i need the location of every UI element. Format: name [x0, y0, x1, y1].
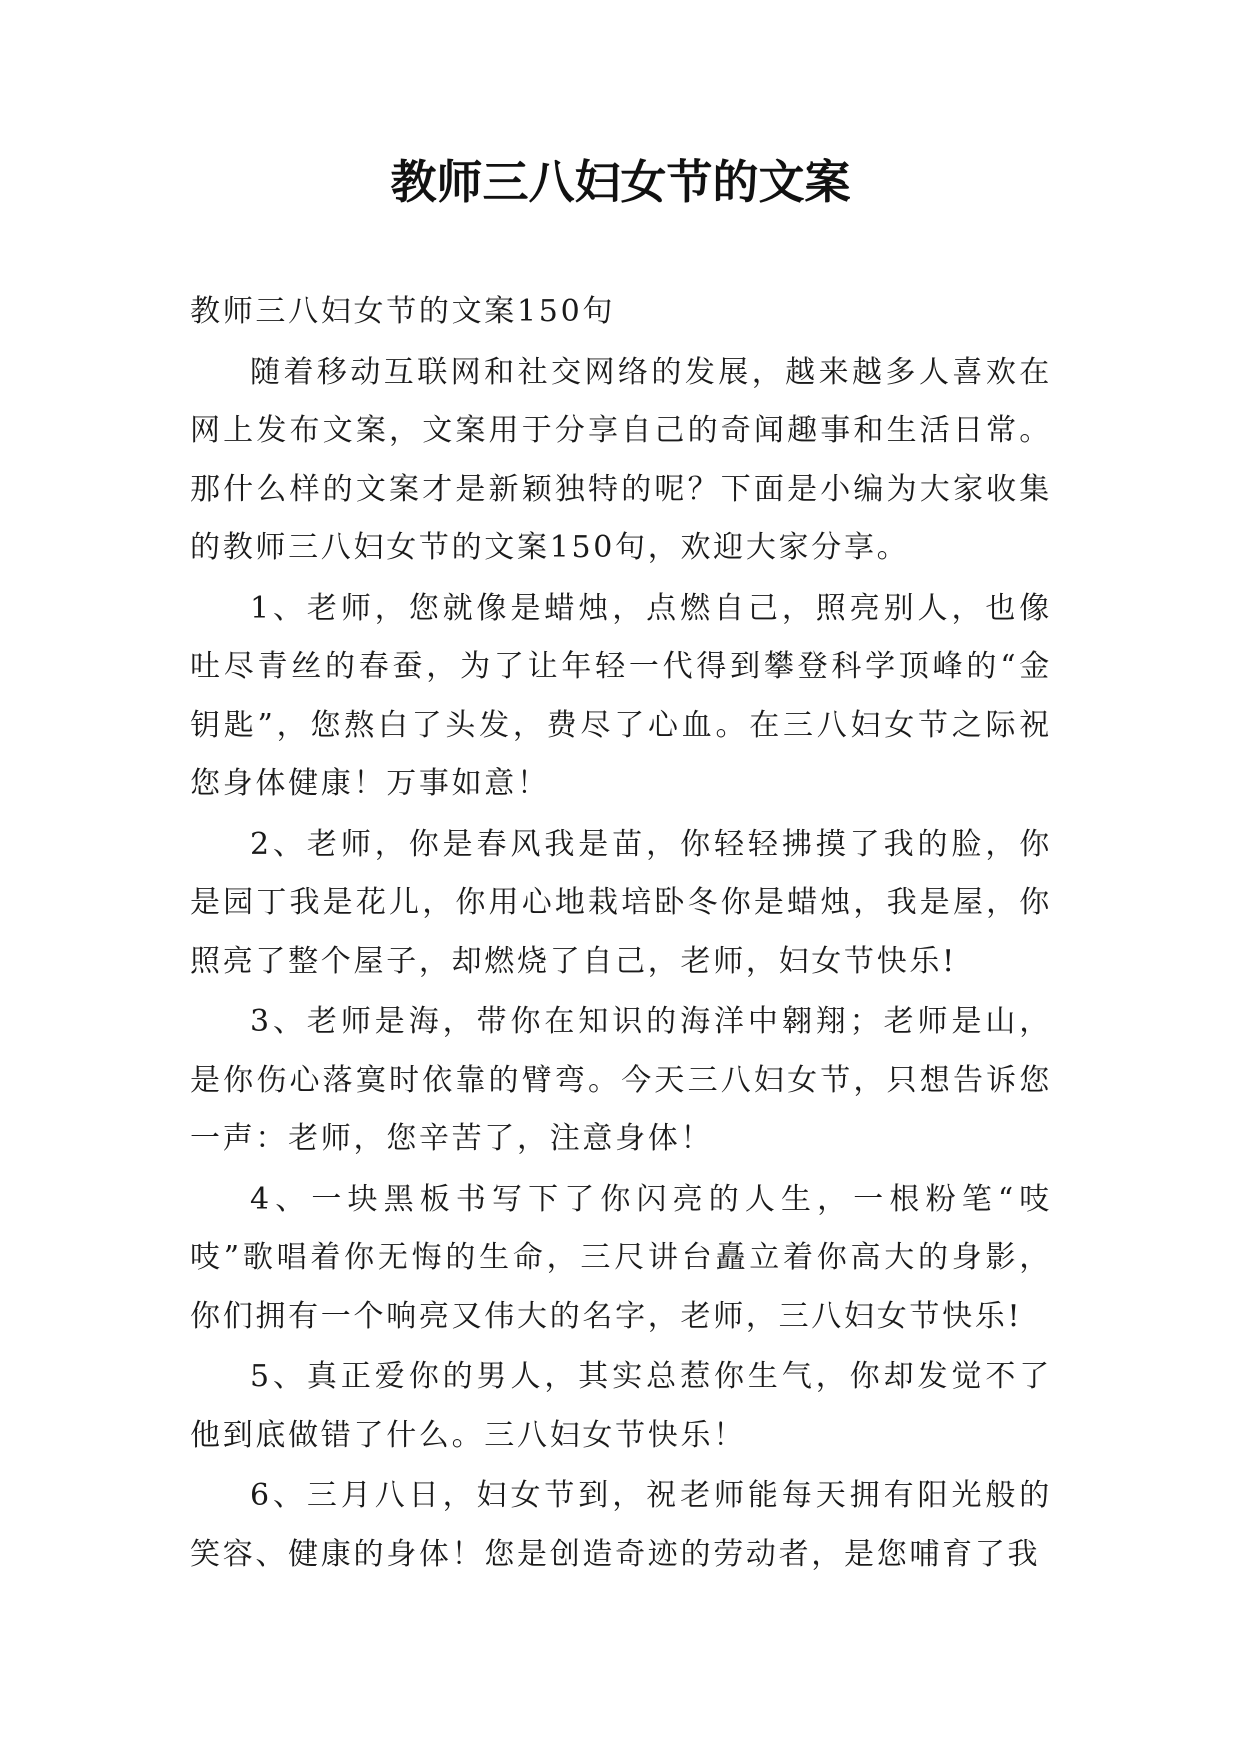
- paragraph-4: 4、一块黑板书写下了你闪亮的人生，一根粉笔“吱吱”歌唱着你无悔的生命，三尺讲台矗立着你高大的身影，你们拥有一个响亮又伟大的名字，老师，三八妇女节快乐!: [190, 1181, 1052, 1334]
- document-subtitle: 教师三八妇女节的文案150句: [190, 294, 616, 329]
- document-body: [190, 283, 1052, 1586]
- paragraph-5: 5、真正爱你的男人，其实总惹你生气，你却发觉不了他到底做错了什么。三八妇女节快乐！: [190, 1359, 1052, 1453]
- paragraph-6: 6、三月八日，妇女节到，祝老师能每天拥有阳光般的笑容、健康的身体！您是创造奇迹的劳动者，是您哺育了我: [190, 1478, 1052, 1572]
- paragraph-1: 1、老师，您就像是蜡烛，点燃自己，照亮别人，也像吐尽青丝的春蚕，为了让年轻一代得到攀登科学顶峰的“金钥匙”，您熬白了头发，费尽了心血。在三八妇女节之际祝您身体健康！万事如意！: [190, 590, 1052, 801]
- paragraph-3: 3、老师是海，带你在知识的海洋中翱翔；老师是山，是你伤心落寞时依靠的臂弯。今天三八妇女节，只想告诉您一声：老师，您辛苦了，注意身体！: [190, 1004, 1052, 1156]
- document-title: 教师三八妇女节的文案: [390, 155, 851, 209]
- intro-paragraph: 随着移动互联网和社交网络的发展，越来越多人喜欢在网上发布文案，文案用于分享自己的奇闻趣事和生活日常。那什么样的文案才是新颖独特的呢？下面是小编为大家收集的教师三八妇女节的文案150句，欢迎大家分享。: [190, 354, 1052, 565]
- paragraph-2: 2、老师，你是春风我是苗，你轻轻拂摸了我的脸，你是园丁我是花儿，你用心地栽培卧冬你是蜡烛，我是屋，你照亮了整个屋子，却燃烧了自己，老师，妇女节快乐!: [190, 826, 1052, 979]
